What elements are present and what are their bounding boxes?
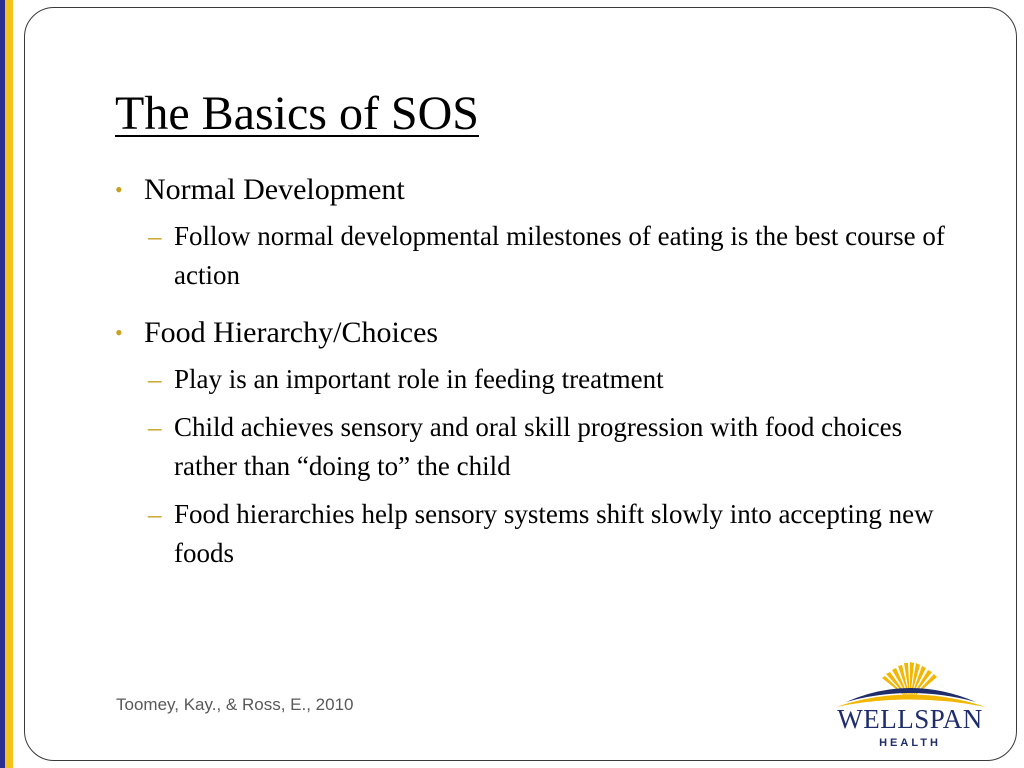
sub-bullet-text: Child achieves sensory and oral skill progression with food choices rather than “doing to” the child xyxy=(174,412,903,481)
sub-bullet-text: Play is an important role in feeding treatment xyxy=(174,364,664,394)
bullet-normal-development xyxy=(112,170,962,210)
citation: Toomey, Kay., & Ross, E., 2010 xyxy=(116,695,354,714)
sub-bullet-dash: – xyxy=(148,364,162,394)
sub-bullet-dash: – xyxy=(148,221,162,251)
left-stripe-gold xyxy=(5,0,13,768)
bullet-heading: Food Hierarchy/Choices xyxy=(144,316,439,349)
sub-bullet xyxy=(112,495,962,573)
wellspan-logo xyxy=(826,660,994,756)
bullet-heading: Normal Development xyxy=(144,173,405,206)
logo-subtitle: HEALTH xyxy=(879,737,941,749)
slide-title: The Basics of SOS xyxy=(115,87,479,140)
sub-bullet xyxy=(112,408,962,486)
bullet-food-hierarchy xyxy=(112,313,962,353)
bullet-dot: • xyxy=(115,177,123,202)
sunrise-logo-icon xyxy=(826,660,994,708)
bullet-dot: • xyxy=(115,320,123,345)
sub-bullet-text: Follow normal developmental milestones of eating is the best course of action xyxy=(174,221,945,290)
logo-wordmark: WELLSPAN xyxy=(837,704,983,734)
sub-bullet xyxy=(112,360,962,399)
sub-bullet-dash: – xyxy=(148,499,162,529)
sub-bullet-dash: – xyxy=(148,412,162,442)
bullet-list xyxy=(112,170,962,582)
sub-bullet-text: Food hierarchies help sensory systems shift slowly into accepting new foods xyxy=(174,499,934,568)
sub-bullet xyxy=(112,217,962,295)
